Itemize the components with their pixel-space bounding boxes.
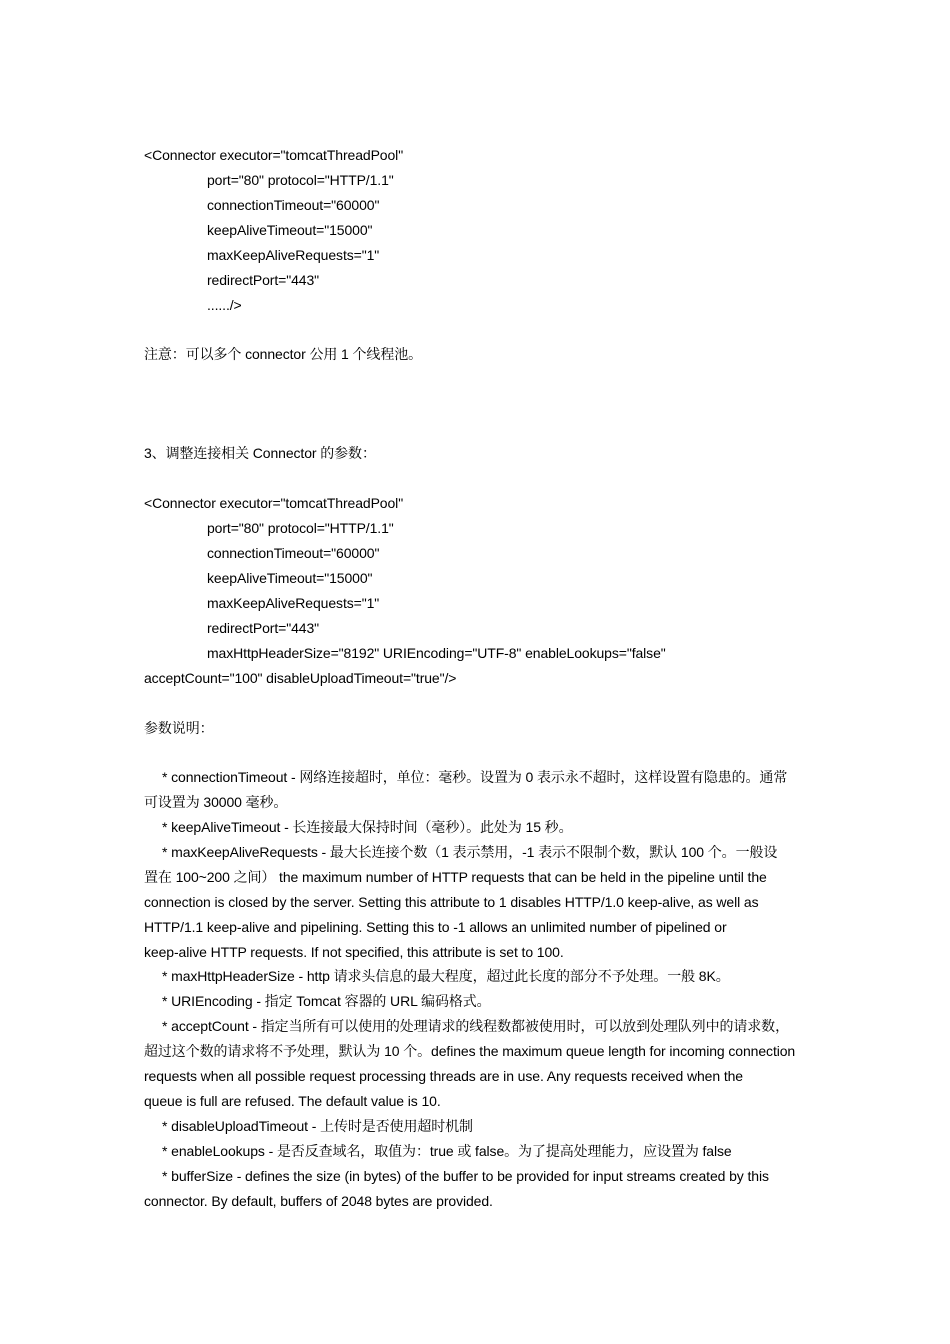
code-line-connector-open: <Connector executor="tomcatThreadPool" [144, 147, 404, 163]
note-paragraph: 注意：可以多个 connector 公用 1 个线程池。 [144, 346, 423, 362]
param-max-keep-alive-cont: HTTP/1.1 keep-alive and pipelining. Setting this to -1 allows an unlimited number of pipelined or [144, 919, 727, 935]
param-accept-count-cont: requests when all possible request processing threads are in use. Any requests received when the [144, 1068, 743, 1084]
code-line-port: port="80" protocol="HTTP/1.1" [207, 172, 394, 188]
code-line-redirect-port: redirectPort="443" [207, 620, 320, 636]
param-enable-lookups: * enableLookups - 是否反查域名，取值为：true 或 false。为了提高处理能力，应设置为 false [162, 1143, 732, 1159]
code-line-ellipsis-close: ....../> [207, 297, 242, 313]
code-line-connection-timeout: connectionTimeout="60000" [207, 197, 380, 213]
param-connection-timeout-cont: 可设置为 30000 毫秒。 [144, 794, 288, 810]
code-line-connection-timeout: connectionTimeout="60000" [207, 545, 380, 561]
code-line-keep-alive-timeout: keepAliveTimeout="15000" [207, 222, 373, 238]
params-heading: 参数说明： [144, 720, 214, 736]
param-max-keep-alive-requests: * maxKeepAliveRequests - 最大长连接个数（1 表示禁用，-1 表示不限制个数，默认 100 个。一般设 [162, 844, 778, 860]
param-max-http-header-size: * maxHttpHeaderSize - http 请求头信息的最大程度，超过此长度的部分不予处理。一般 8K。 [162, 968, 730, 984]
code-line-max-keep-alive-requests: maxKeepAliveRequests="1" [207, 247, 380, 263]
param-connection-timeout: * connectionTimeout - 网络连接超时，单位：毫秒。设置为 0 表示永不超时，这样设置有隐患的。通常 [162, 769, 788, 785]
section-heading: 3、调整连接相关 Connector 的参数： [144, 445, 376, 461]
param-keep-alive-timeout: * keepAliveTimeout - 长连接最大保持时间（毫秒）。此处为 15 秒。 [162, 819, 573, 835]
param-accept-count-cont: 超过这个数的请求将不予处理，默认为 10 个。defines the maximum queue length for incoming connection [144, 1043, 796, 1059]
code-line-accept-count: acceptCount="100" disableUploadTimeout="true"/> [144, 670, 457, 686]
param-max-keep-alive-cont: keep-alive HTTP requests. If not specified, this attribute is set to 100. [144, 944, 564, 960]
param-uri-encoding: * URIEncoding - 指定 Tomcat 容器的 URL 编码格式。 [162, 993, 491, 1009]
param-accept-count-cont: queue is full are refused. The default value is 10. [144, 1093, 441, 1109]
param-accept-count: * acceptCount - 指定当所有可以使用的处理请求的线程数都被使用时，可以放到处理队列中的请求数， [162, 1018, 789, 1034]
code-line-max-http-header: maxHttpHeaderSize="8192" URIEncoding="UTF-8" enableLookups="false" [207, 645, 666, 661]
code-line-redirect-port: redirectPort="443" [207, 272, 320, 288]
param-max-keep-alive-cont: connection is closed by the server. Setting this attribute to 1 disables HTTP/1.0 keep-alive, as well as [144, 894, 759, 910]
code-line-max-keep-alive-requests: maxKeepAliveRequests="1" [207, 595, 380, 611]
param-buffer-size: * bufferSize - defines the size (in bytes) of the buffer to be provided for input streams created by this [162, 1168, 769, 1184]
code-line-connector-open: <Connector executor="tomcatThreadPool" [144, 495, 404, 511]
code-line-port: port="80" protocol="HTTP/1.1" [207, 520, 394, 536]
param-disable-upload-timeout: * disableUploadTimeout - 上传时是否使用超时机制 [162, 1118, 473, 1134]
code-line-keep-alive-timeout: keepAliveTimeout="15000" [207, 570, 373, 586]
param-max-keep-alive-cont: 置在 100~200 之间） the maximum number of HTTP requests that can be held in the pipeline until the [144, 869, 767, 885]
param-buffer-size-cont: connector. By default, buffers of 2048 bytes are provided. [144, 1193, 493, 1209]
